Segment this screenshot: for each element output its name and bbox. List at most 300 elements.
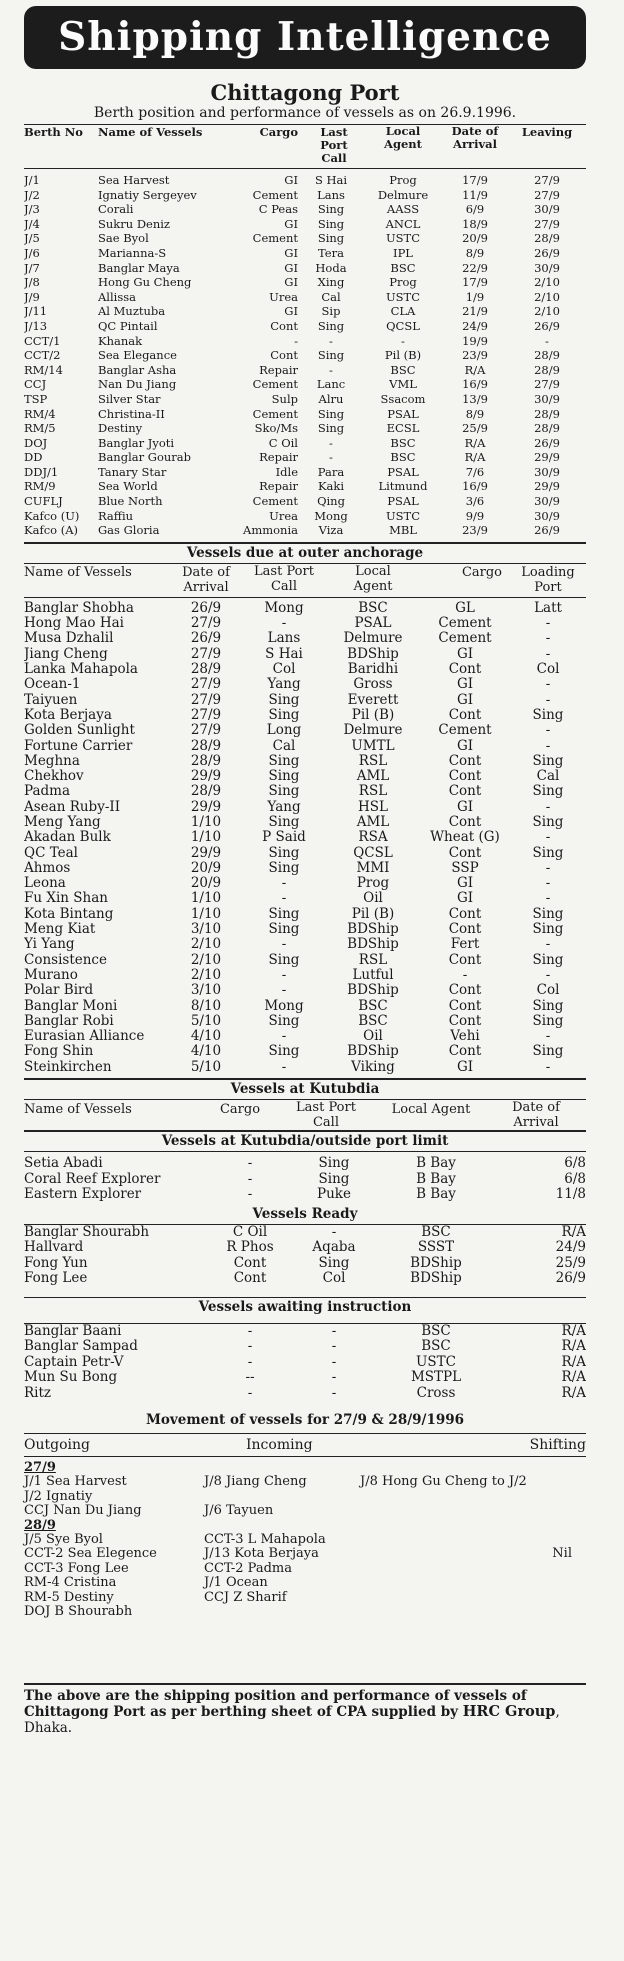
outer-row-cell: Polar Bird <box>24 983 94 999</box>
berth-row-cell: GI <box>284 173 298 187</box>
kutubdia-row <box>24 1156 586 1172</box>
outer-row-cell: Col <box>272 662 296 678</box>
outer-row <box>24 677 586 692</box>
outer-row <box>24 968 586 983</box>
incoming-item: J/6 Tayuen <box>204 1503 274 1519</box>
berth-row-cell: Christina-II <box>98 406 165 421</box>
outer-row <box>24 922 586 937</box>
kutubdia-row-cell: B Bay <box>416 1187 456 1203</box>
berth-row-cell: Mong <box>314 508 348 523</box>
outgoing-item: CCJ Nan Du Jiang <box>24 1503 142 1519</box>
col-vessel-name: Name of Vessels <box>24 564 132 580</box>
berth-row-cell: Sing <box>317 348 345 363</box>
outer-row-cell: - <box>545 891 551 907</box>
berth-row <box>24 319 586 334</box>
outer-row-cell: - <box>545 677 551 693</box>
outer-row <box>24 597 586 616</box>
outer-row-cell: 26/9 <box>190 631 222 647</box>
berth-row-cell: Destiny <box>98 421 143 436</box>
footer-group: HRC Group <box>462 1703 556 1721</box>
awaiting-row-cell: - <box>247 1354 253 1370</box>
ready-row-cell: Banglar Shourabh <box>24 1224 150 1240</box>
outer-row <box>24 647 586 662</box>
outer-row-cell: 27/9 <box>190 616 222 632</box>
berth-row-cell: Banglar Asha <box>98 362 177 377</box>
berth-row <box>24 304 586 319</box>
outgoing-item: J/2 Ignatiy <box>24 1488 93 1504</box>
berth-row-cell: USTC <box>385 231 421 246</box>
kutubdia-row-cell: Puke <box>317 1187 351 1203</box>
outer-row-cell: Fong Shin <box>24 1044 94 1060</box>
incoming-item: J/1 Ocean <box>204 1575 268 1591</box>
outer-row-cell: - <box>281 967 287 983</box>
kutubdia-row-cell: Eastern Explorer <box>24 1187 142 1203</box>
berth-row-cell: Sko/Ms <box>254 421 298 436</box>
outer-row-cell: Pil (B) <box>351 906 395 922</box>
berth-row-cell: J/4 <box>24 216 40 231</box>
berth-row-cell: Repair <box>259 450 298 465</box>
kutubdia-row <box>24 1187 586 1203</box>
berth-row-cell: USTC <box>385 508 421 523</box>
berth-row-cell: Tera <box>318 245 344 260</box>
outer-row <box>24 754 586 769</box>
awaiting-row-cell: R/A <box>561 1323 586 1339</box>
ready-row-cell: Col <box>322 1271 346 1287</box>
outer-row-cell: Pil (B) <box>351 707 395 723</box>
awaiting-row-cell: R/A <box>561 1354 586 1370</box>
berth-row-cell: 27/9 <box>534 216 560 231</box>
berth-row-cell: Sing <box>317 231 345 246</box>
berth-row-cell: 28/9 <box>534 421 560 436</box>
berth-row-cell: J/1 <box>24 173 40 187</box>
berth-row-cell: 17/9 <box>462 173 488 187</box>
footer-city: , Dhaka. <box>24 1704 560 1737</box>
outer-row-cell: Banglar Moni <box>24 998 118 1014</box>
outer-row-cell: Col <box>536 662 560 678</box>
incoming-item: CCT-2 Padma <box>204 1560 292 1576</box>
berth-row-cell: TSP <box>24 391 48 406</box>
outer-row-cell: BDShip <box>347 983 399 999</box>
outer-row-cell: - <box>545 1029 551 1045</box>
berth-row-cell: Sing <box>317 202 345 217</box>
berth-row-cell: Viza <box>318 523 344 538</box>
outer-row-cell: 27/9 <box>190 692 222 708</box>
berth-row-cell: Urea <box>269 508 298 523</box>
kutubdia-row-cell: B Bay <box>416 1171 456 1187</box>
berth-row-cell: 27/9 <box>534 187 560 202</box>
berth-row-cell: 24/9 <box>462 318 488 333</box>
berth-row-cell: J/6 <box>24 245 40 260</box>
ready-row <box>24 1271 586 1287</box>
outer-row-cell: GI <box>456 692 474 708</box>
berth-row <box>24 290 586 305</box>
outer-row-cell: Cont <box>448 952 482 968</box>
berth-row-cell: Lans <box>317 187 345 202</box>
berth-row-cell: Hoda <box>315 260 347 275</box>
kutubdia-row-cell: 6/8 <box>564 1156 586 1172</box>
outer-row <box>24 891 586 906</box>
awaiting-row <box>24 1355 586 1371</box>
outer-row-cell: 20/9 <box>190 876 222 892</box>
outer-row-cell: 3/10 <box>190 983 222 999</box>
outer-row-cell: Wheat (G) <box>430 830 500 846</box>
berth-row <box>24 421 586 436</box>
berth-row-cell: 27/9 <box>534 173 560 187</box>
berth-row-cell: 28/9 <box>534 406 560 421</box>
outer-row-cell: Cont <box>448 983 482 999</box>
berth-row-cell: J/8 <box>24 275 40 290</box>
outer-row-cell: 28/9 <box>190 738 222 754</box>
berth-row-cell: Sea Harvest <box>98 173 170 187</box>
awaiting-row-cell: - <box>331 1385 337 1401</box>
col-local-agent: Local Agent <box>384 124 422 151</box>
berth-row-cell: 13/9 <box>462 391 488 406</box>
outgoing-item: RM-5 Destiny <box>24 1589 114 1605</box>
outer-row-cell: GI <box>456 876 474 892</box>
berth-row-cell: BSC <box>390 362 416 377</box>
kutubdia-row-cell: B Bay <box>416 1156 456 1172</box>
berth-row-cell: RM/5 <box>24 421 56 436</box>
outer-row-cell: Baridhi <box>347 662 399 678</box>
outer-row-cell: Sing <box>268 769 300 785</box>
col-cargo: Cargo <box>219 1102 261 1118</box>
berth-row-cell: Prog <box>389 173 417 187</box>
berth-row-cell: Lanc <box>316 377 346 392</box>
outer-row-cell: GI <box>456 891 474 907</box>
movement-body <box>24 1457 586 1681</box>
ready-row <box>24 1256 586 1272</box>
berth-row-cell: 21/9 <box>462 304 488 319</box>
outer-row-cell: PSAL <box>354 616 392 632</box>
outer-row-cell: Cont <box>448 845 482 861</box>
berth-row-cell: Sea World <box>98 479 158 494</box>
outer-row-cell: GI <box>456 677 474 693</box>
berth-row-cell: Cont <box>270 348 298 363</box>
outer-row-cell: Sing <box>268 692 300 708</box>
col-local-agent: Local Agent <box>391 1102 471 1118</box>
outer-row-cell: 29/9 <box>190 799 222 815</box>
berth-row-cell: Corali <box>98 202 134 217</box>
berth-row-cell: IPL <box>393 245 413 260</box>
outer-row-cell: Lutful <box>352 967 394 983</box>
berth-row-cell: 29/9 <box>534 479 560 494</box>
outer-row-cell: Cont <box>448 906 482 922</box>
outer-row-cell: - <box>281 983 287 999</box>
awaiting-row-cell: - <box>247 1339 253 1355</box>
outer-row-cell: Steinkirchen <box>24 1059 112 1075</box>
berth-row-cell: 30/9 <box>534 464 560 479</box>
berth-row-cell: 3/6 <box>465 494 485 509</box>
berth-row-cell: QC Pintail <box>98 318 158 333</box>
kutubdia-row-cell: Setia Abadi <box>24 1156 103 1172</box>
ready-row-cell: R Phos <box>226 1240 274 1256</box>
shifting-item: Nil <box>552 1546 572 1562</box>
ready-row-cell: C Oil <box>232 1224 268 1240</box>
berth-row-cell: 7/6 <box>465 464 485 479</box>
outer-row-cell: Cont <box>448 784 482 800</box>
awaiting-row-cell: - <box>247 1385 253 1401</box>
berth-row-cell: 16/9 <box>462 479 488 494</box>
berth-row-cell: - <box>329 435 333 450</box>
col-vessel-name: Name of Vessels <box>24 1102 132 1118</box>
outer-row-cell: 5/10 <box>190 1013 222 1029</box>
kutubdia-heading: Vessels at Kutubdia <box>24 1078 586 1100</box>
outer-row-cell: - <box>545 616 551 632</box>
berth-row-cell: Cont <box>270 318 298 333</box>
outer-row <box>24 999 586 1014</box>
berth-row-cell: Para <box>317 464 345 479</box>
berth-row-cell: PSAL <box>387 494 419 509</box>
awaiting-row-cell: R/A <box>561 1339 586 1355</box>
outer-row-cell: GI <box>456 799 474 815</box>
berth-row-cell: J/7 <box>24 260 40 275</box>
berth-row-cell: Kafco (A) <box>24 523 79 538</box>
outer-row-cell: Long <box>266 723 302 739</box>
outgoing-item: CCT-3 Fong Lee <box>24 1560 129 1576</box>
awaiting-row-cell: BSC <box>421 1323 451 1339</box>
berth-row-cell: 6/9 <box>465 202 485 217</box>
awaiting-row <box>24 1323 586 1339</box>
berth-row-cell: R/A <box>464 450 486 465</box>
berth-row-cell: Sip <box>321 304 341 319</box>
berth-row-cell: Alru <box>318 391 344 406</box>
outer-row-cell: Sing <box>268 860 300 876</box>
outer-row-cell: Leona <box>24 876 66 892</box>
berth-row-cell: Cement <box>252 377 298 392</box>
outer-row <box>24 1044 586 1059</box>
berth-row-cell: 28/9 <box>534 362 560 377</box>
awaiting-row-cell: - <box>331 1370 337 1386</box>
outer-row-cell: Sing <box>532 845 564 861</box>
berth-row-cell: - <box>329 362 333 377</box>
awaiting-row-cell: USTC <box>416 1354 456 1370</box>
berth-row-cell: 9/9 <box>465 508 485 523</box>
berth-row <box>24 509 586 524</box>
berth-row-cell: Kaki <box>317 479 345 494</box>
outer-row-cell: RSL <box>358 784 388 800</box>
outer-row-cell: 28/9 <box>190 753 222 769</box>
outer-row-cell: Cal <box>536 769 560 785</box>
outer-row-cell: 29/9 <box>190 845 222 861</box>
col-date-arrival: Date of Arrival <box>512 1100 560 1131</box>
outer-row-cell: Cont <box>448 815 482 830</box>
berth-row-cell: Repair <box>259 362 298 377</box>
ready-row <box>24 1240 586 1256</box>
berth-row <box>24 523 586 538</box>
berth-row-cell: Al Muztuba <box>98 304 166 319</box>
incoming-item: CCJ Z Sharif <box>204 1589 287 1605</box>
outer-row-cell: Gross <box>353 677 393 693</box>
outer-row-cell: 1/10 <box>190 906 222 922</box>
berth-row <box>24 479 586 494</box>
berth-row-cell: Tanary Star <box>98 464 167 479</box>
outer-row-cell: 2/10 <box>190 952 222 968</box>
incoming-item: CCT-3 L Mahapola <box>204 1532 326 1548</box>
berth-row-cell: J/2 <box>24 187 40 202</box>
outer-row <box>24 983 586 998</box>
outer-row-cell: Chekhov <box>24 769 84 785</box>
outer-row-cell: 2/10 <box>190 967 222 983</box>
berth-row-cell: 26/9 <box>534 318 560 333</box>
movement-heading: Movement of vessels for 27/9 & 28/9/1996 <box>145 1412 465 1429</box>
kutubdia-row <box>24 1172 586 1188</box>
outer-row-cell: 4/10 <box>190 1029 222 1045</box>
kutubdia-header-table <box>24 1100 586 1130</box>
awaiting-row-cell: - <box>331 1323 337 1339</box>
outgoing-item: J/5 Sye Byol <box>24 1532 103 1548</box>
ready-row-cell: BSC <box>421 1224 451 1240</box>
outer-row-cell: Eurasian Alliance <box>24 1029 145 1045</box>
berth-row-cell: 8/9 <box>465 245 485 260</box>
berth-row-cell: CLA <box>390 304 416 319</box>
footer-note <box>24 1683 586 1736</box>
berth-row-cell: 1/9 <box>465 289 485 304</box>
footer-text: The above are the shipping position and performance of vessels of Chittagong Port as per berthing sheet of CPA supplied by <box>24 1688 527 1721</box>
awaiting-row-cell: - <box>331 1339 337 1355</box>
outer-row-cell: Sing <box>532 815 564 830</box>
outer-row-cell: Sing <box>268 1044 300 1060</box>
shifting-item: J/8 Hong Gu Cheng to J/2 <box>360 1474 527 1490</box>
berth-row-cell: VML <box>389 377 417 392</box>
outer-anchorage-heading: Vessels due at outer anchorage <box>24 542 586 564</box>
outer-row-cell: Sing <box>532 1044 564 1060</box>
kutubdia-row-cell: Coral Reef Explorer <box>24 1171 161 1187</box>
berth-row-cell: GI <box>284 216 298 231</box>
berth-row <box>24 450 586 465</box>
outgoing-item: RM-4 Cristina <box>24 1575 117 1591</box>
berth-row-cell: 30/9 <box>534 508 560 523</box>
outer-row-cell: BDShip <box>347 937 399 953</box>
berth-row-cell: R/A <box>464 435 486 450</box>
col-vessel-name: Name of Vessels <box>98 125 203 139</box>
berth-row-cell: Nan Du Jiang <box>98 377 177 392</box>
outer-row-cell: QC Teal <box>24 845 78 861</box>
outer-row-cell: Cont <box>448 707 482 723</box>
outer-row-cell: Lanka Mahapola <box>24 662 138 678</box>
berth-row-cell: Hong Gu Cheng <box>98 275 192 290</box>
kutubdia-outside-heading: Vessels at Kutubdia/outside port limit <box>24 1130 586 1152</box>
ready-row-cell: 26/9 <box>555 1271 586 1287</box>
outer-row-cell: QCSL <box>353 845 393 861</box>
berth-row-cell: CCT/1 <box>24 333 61 348</box>
kutubdia-outside-table <box>24 1156 586 1203</box>
berth-row-cell: BSC <box>390 260 416 275</box>
berth-row-cell: Sing <box>317 318 345 333</box>
berth-row <box>24 436 586 451</box>
berth-row-cell: DDJ/1 <box>24 464 59 479</box>
outgoing-item: CCT-2 Sea Elegence <box>24 1546 157 1562</box>
port-title: Chittagong Port <box>210 80 400 105</box>
col-berth-no: Berth No <box>24 125 83 139</box>
berth-row-cell: CUFLJ <box>24 494 63 509</box>
movement-columns <box>24 1433 586 1457</box>
berth-row-cell: Cement <box>252 494 298 509</box>
col-date-arrival: Date of Arrival <box>451 124 499 151</box>
outer-row-cell: Sing <box>532 753 564 769</box>
outgoing-item: J/1 Sea Harvest <box>24 1474 127 1490</box>
outer-row-cell: Meng Kiat <box>24 922 96 938</box>
outer-row-cell: Fert <box>450 937 480 953</box>
berth-row-cell: 28/9 <box>534 348 560 363</box>
berth-row <box>24 261 586 276</box>
awaiting-heading: Vessels awaiting instruction <box>24 1297 586 1317</box>
col-leaving: Leaving <box>521 125 573 139</box>
shipping-page <box>24 6 586 1736</box>
outer-row-cell: GI <box>456 1059 474 1075</box>
outer-row-cell: Sing <box>532 922 564 938</box>
awaiting-row <box>24 1370 586 1386</box>
outer-row-cell: Jiang Cheng <box>24 646 108 662</box>
outer-row-cell: Vehi <box>450 1029 480 1045</box>
outer-row-cell: - <box>281 891 287 907</box>
berth-row <box>24 169 586 188</box>
ready-row-cell: BDShip <box>410 1255 462 1271</box>
berth-row-cell: GI <box>284 260 298 275</box>
outer-row-cell: Cement <box>438 631 492 647</box>
berth-row-cell: 30/9 <box>534 260 560 275</box>
ready-row-cell: - <box>331 1224 337 1240</box>
outer-row-cell: BSC <box>358 599 388 616</box>
outer-row-cell: Ocean-1 <box>24 677 81 693</box>
berth-row-cell: Sing <box>317 406 345 421</box>
berth-row-cell: Sulp <box>271 391 298 406</box>
kutubdia-row-cell: 11/8 <box>555 1187 586 1203</box>
berth-row-cell: 30/9 <box>534 202 560 217</box>
berth-row-cell: - <box>329 450 333 465</box>
awaiting-row-cell: -- <box>245 1370 255 1386</box>
berth-row <box>24 377 586 392</box>
page-banner: Shipping Intelligence <box>24 6 586 69</box>
kutubdia-row-cell: 6/8 <box>564 1171 586 1187</box>
col-last-port-call: Last Port Call <box>296 1100 356 1131</box>
outer-row-cell: Sing <box>268 952 300 968</box>
outer-row-cell: BDShip <box>347 922 399 938</box>
vessels-ready-table <box>24 1224 586 1287</box>
incoming-list <box>204 1461 354 1605</box>
movement-date: 28/9 <box>24 1517 56 1533</box>
outer-row-cell: UMTL <box>351 738 395 754</box>
berth-row-cell: S Hai <box>314 173 348 187</box>
berth-row <box>24 217 586 232</box>
outer-row-cell: Sing <box>268 815 300 830</box>
ready-row-cell: Aqaba <box>312 1240 356 1256</box>
outer-row-cell: 1/10 <box>190 830 222 846</box>
outer-row-cell: Sing <box>268 906 300 922</box>
ready-row-cell: Cont <box>233 1271 267 1287</box>
berth-row-cell: Raffiu <box>98 508 134 523</box>
outer-row-cell: Sing <box>268 707 300 723</box>
kutubdia-row-cell: Sing <box>318 1171 350 1187</box>
outer-row <box>24 1060 586 1075</box>
outer-row-cell: Cont <box>448 1044 482 1060</box>
kutubdia-row-cell: - <box>247 1171 253 1187</box>
outer-row-cell: Consistence <box>24 952 107 968</box>
berth-row-cell: 27/9 <box>534 377 560 392</box>
outer-row-cell: GL <box>455 599 475 616</box>
berth-row-cell: 26/9 <box>534 523 560 538</box>
berth-row-cell: BSC <box>390 450 416 465</box>
berth-row-cell: 28/9 <box>534 231 560 246</box>
berth-row-cell: Sing <box>317 216 345 231</box>
berth-row-cell: GI <box>284 304 298 319</box>
outer-row-cell: Murano <box>24 967 78 983</box>
berth-row-cell: Ignatiy Sergeyev <box>98 187 197 202</box>
berth-row-cell: J/9 <box>24 289 40 304</box>
berth-row-cell: Xing <box>317 275 345 290</box>
col-outgoing: Outgoing <box>24 1437 90 1454</box>
berth-row-cell: Repair <box>259 479 298 494</box>
outer-row-cell: 27/9 <box>190 646 222 662</box>
